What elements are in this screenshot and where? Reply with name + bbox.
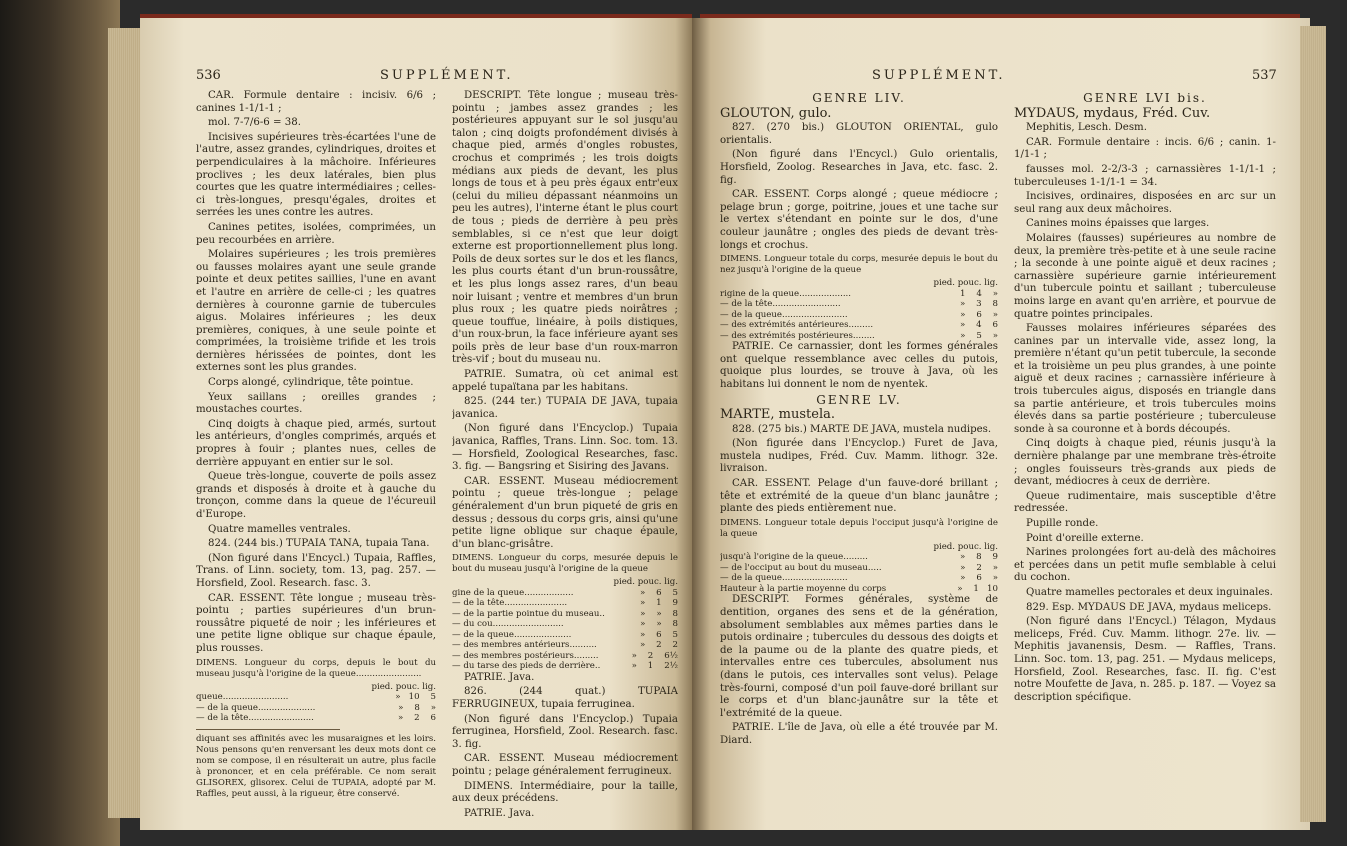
measurement-value: » 8 9 [959, 552, 998, 563]
paragraph: Cinq doigts à chaque pied, armés, surtout les antérieurs, d'ongles comprimés, arqués et propres à fouir ; plantes nues, celles de derrière appuyant en entier sur le sol. [196, 418, 436, 468]
dims-title: DIMENS. Longueur du corps, mesurée depuis le bout du museau jusqu'à l'origine de la queue [452, 553, 678, 575]
measurement-value: » » 8 [640, 608, 678, 619]
paragraph: (Non figuré dans l'Encyclop.) Tupaia ferruginea, Horsfield, Zool. Research. fasc. 3. fig. [452, 713, 678, 750]
dims-unit-row: pied. pouc. lig. [933, 278, 998, 289]
paragraph: Yeux saillans ; oreilles grandes ; moustaches courtes. [196, 391, 436, 416]
paragraph: PATRIE. Sumatra, où cet animal est appelé tupaïtana par les habitans. [452, 369, 678, 393]
measurement-value: » 1 10 [957, 583, 998, 594]
paragraph: (Non figuré dans l'Encycl.) Tupaia, Raffles, Trans. of Linn. society, tom. 13, pag. 257. — Horsfield, Zool. Research. fasc. 3. [196, 552, 436, 589]
measurement-row [720, 573, 998, 584]
paragraph: 829. Esp. MYDAUS DE JAVA, mydaus meliceps. [1026, 601, 1272, 613]
measurement-label: — de la tête....................... [452, 598, 568, 609]
paragraph: Incisives supérieures très-écartées l'une de l'autre, assez grandes, cylindriques, droites et perpendiculaires à la mâchoire. Inférieures proclives ; les deux latérales, bien plus courtes que les quatre intermédiaires ; celles-ci très-longues, presqu'égales, droites et serrées les unes contre les autres. [196, 131, 436, 219]
dims-unit-row: pied. pouc. lig. [371, 681, 436, 692]
left-column-2 [452, 90, 678, 820]
measurement-row [452, 619, 678, 630]
measurement-row [452, 598, 678, 609]
paragraph: CAR. ESSENT. Pelage d'un fauve-doré brillant ; tête et extrémité de la queue d'un blanc jaunâtre ; plante des pieds entièrement nue. [720, 478, 998, 515]
right-running-head: SUPPLÉMENT. [872, 68, 1006, 83]
measurement-label: jusqu'à l'origine de la queue......... [720, 552, 868, 563]
dims-title: DIMENS. Longueur totale du corps, mesurée depuis le bout du nez jusqu'à l'origine de la queue [720, 254, 998, 276]
measurement-value: » 2 6½ [631, 650, 678, 661]
measurement-label: Hauteur à la partie moyenne du corps [720, 583, 887, 594]
measurement-label: — de l'occiput au bout du museau..... [720, 562, 882, 573]
paragraph: GLOUTON, gulo. [720, 105, 832, 121]
right-column-2 [1014, 90, 1276, 820]
paragraph: Molaires (fausses) supérieures au nombre de deux, la première très-petite et à une seule racine ; la seconde à une pointe aiguë et deux racines ; carnassière supérieure garnie intérieurement d'un tubercule pointu et saillant ; tuberculeuse moins large en avant qu'en arrière, et pourvue de quatre pointes principales. [1014, 232, 1276, 320]
measurement-row [452, 609, 678, 620]
paragraph: Pupille ronde. [1026, 518, 1099, 529]
genre-heading: GENRE LVI bis. [1083, 91, 1207, 105]
paragraph: Corps alongé, cylindrique, tête pointue. [208, 377, 414, 389]
measurement-row [452, 588, 678, 599]
measurement-label: — des membres antérieurs.......... [452, 640, 597, 651]
footnote: diquant ses affinités avec les musaraignes et les loirs. Nous pensons qu'en renversant les deux mots dont ce nom se compose, il en résulterait un autre, plus facile à prononcer, et en cela préférable. Ce nom serait GLISOREX, glisorex. Celui de TUPAIA, adopté par M. Raffles, peut aussi, à la rigueur, être conservé. [196, 733, 436, 799]
measurement-label: — de la queue..................... [452, 629, 572, 640]
paragraph: CAR. ESSENT. Tête longue ; museau très-pointu ; parties supérieures d'un brun-roussâtre piqueté de noir ; les inférieures et une petite ligne oblique sur chaque épaule, plus rousses. [196, 592, 436, 654]
paragraph: Mephitis, Lesch. Desm. [1026, 122, 1147, 134]
measurement-row [452, 640, 678, 651]
dims-title: DIMENS. Longueur totale depuis l'occiput jusqu'à l'origine de la queue [720, 517, 998, 539]
measurement-label: — du tarse des pieds de derrière.. [452, 661, 601, 672]
paragraph: Fausses molaires inférieures séparées des canines par un intervalle vide, assez long, la première n'étant qu'un petit tubercule, la seconde et la troisième un peu plus grandes, à une pointe aiguë et deux racines ; carnassière inférieure à trois tubercules aigus, disposés en triangle dans sa partie antérieure, et trois tubercules moins élevés dans sa partie postérieure ; tuberculeuse sonde à sa couronne et à bords découpés. [1014, 323, 1276, 435]
measurement-label: — de la tête......................... [720, 299, 841, 310]
paragraph: Queue rudimentaire, mais susceptible d'être redressée. [1014, 490, 1276, 515]
left-page-number: 536 [196, 68, 221, 83]
paragraph: Canines moins épaisses que larges. [1026, 218, 1210, 230]
paragraph: Point d'oreille externe. [1026, 532, 1144, 544]
paragraph: Molaires supérieures ; les trois premières ou fausses molaires ayant une seule grande pointe et deux petites saillies, l'une en avant et l'autre en arrière de celle-ci ; les quatres dernières à couronne garnie de tubercules aigus. Molaires inférieures ; les deux premières, coniques, à une seule pointe et comprimées, la troisième trifide et les trois dernières hérissées de pointes, dont les externes sont les plus grandes. [196, 249, 436, 374]
measurement-value: » 2 6 [397, 713, 436, 724]
paragraph: Queue très-longue, couverte de poils assez grands et disposés à droite et à gauche du tronçon, comme dans la queue de l'écureuil d'Europe. [196, 471, 436, 520]
measurement-value: » 10 5 [395, 692, 436, 703]
paragraph: (Non figurée dans l'Encyclop.) Furet de Java, mustela nudipes, Fréd. Cuv. Mamm. lithogr. 32e. livraison. [720, 438, 998, 475]
dims-unit-row: pied. pouc. lig. [933, 541, 998, 552]
paragraph: Cinq doigts à chaque pied, réunis jusqu'à la dernière phalange par une membrane très-étroite ; ongles fouisseurs très-grands aux pieds de devant, médiocres à ceux de derrière. [1014, 438, 1276, 488]
paragraph: MARTE, mustela. [720, 407, 836, 423]
genre-heading: GENRE LIV. [812, 91, 906, 105]
measurement-value: » » 8 [640, 619, 678, 630]
paragraph: CAR. Formule dentaire : incisiv. 6/6 ; canines 1-1/1-1 ; [196, 90, 436, 114]
paragraph: 827. (270 bis.) GLOUTON ORIENTAL, gulo orientalis. [720, 122, 998, 146]
measurement-row [720, 310, 998, 321]
paragraph: 828. (275 bis.) MARTE DE JAVA, mustela nudipes. [732, 423, 992, 435]
measurement-label: gine de la queue.................. [452, 587, 574, 598]
right-page-number: 537 [1252, 68, 1277, 83]
paragraph: DESCRIPT. Tête longue ; museau très-pointu ; jambes assez grandes ; les postérieures appuyant sur le sol jusqu'au talon ; cinq doigts profondément divisés à chaque pied, armés d'ongles robustes, crochus et comprimés ; les trois doigts médians aux pieds de devant, les plus longs de tous et à peu près égaux entr'eux (celui du milieu dépassant néanmoins un peu les autres), l'interne étant le plus court de tous ; pieds de derrière à peu près semblables, si ce n'est que leur doigt externe est proportionnellement plus long. Poils de deux sortes sur le dos et les flancs, les plus courts étant d'un brun-roussâtre, et les plus longs assez rares, d'un beau noir luisant ; ventre et membres d'un brun plus roux ; les quatre pieds noirâtres ; queue touffue, linéaire, à poils distiques, d'un roux-brun, la face inférieure ayant ses poils près de leur base d'un roux-marron très-vif ; bout du museau nu. [452, 90, 678, 366]
measurement-label: — des extrémités antérieures......... [720, 320, 874, 331]
measurement-value: » 1 2½ [631, 661, 678, 672]
measurement-label: — des extrémités postérieures........ [720, 330, 875, 341]
measurement-row [196, 713, 436, 724]
book-edge-shadow [0, 0, 120, 846]
measurement-value: » 2 » [960, 562, 998, 573]
right-column-1 [720, 90, 998, 820]
measurement-label: — de la queue..................... [196, 702, 316, 713]
measurement-row [720, 584, 998, 595]
measurement-value: » 6 5 [639, 587, 678, 598]
dims-unit-row: pied. pouc. lig. [613, 577, 678, 588]
paragraph: (Non figuré dans l'Encycl.) Gulo orientalis, Horsfield, Zoolog. Researches in Java, etc. fasc. 2. fig. [720, 149, 998, 186]
paragraph: PATRIE. Java. [464, 671, 535, 683]
paragraph: Quatre mamelles pectorales et deux inguinales. [1026, 586, 1273, 598]
paragraph: PATRIE. L'île de Java, où elle a été trouvée par M. Diard. [720, 722, 998, 746]
paragraph: mol. 7-7/6-6 = 38. [208, 117, 301, 129]
measurement-row [196, 692, 436, 703]
measurement-label: — du cou.......................... [452, 619, 564, 630]
measurement-value: » 6 » [960, 309, 998, 320]
measurement-row [720, 289, 998, 300]
paragraph: (Non figuré dans l'Encyclop.) Tupaia javanica, Raffles, Trans. Linn. Soc. tom. 13. — Horsfield, Zoological Researches, fasc. 3. fig. — Bangsring et Sisiring des Javans. [452, 423, 678, 473]
paragraph: PATRIE. Java. [464, 807, 535, 819]
measurement-row [452, 661, 678, 672]
measurement-label: — des membres postérieurs......... [452, 650, 599, 661]
paragraph: CAR. ESSENT. Corps alongé ; queue médiocre ; pelage brun ; gorge, poitrine, joues et une tache sur le vertex s'étendant en pointe sur le dos, d'une couleur jaunâtre ; ongles des pieds de devant très-longs et crochus. [720, 189, 998, 251]
measurement-label: — de la queue........................ [720, 309, 848, 320]
paragraph: Quatre mamelles ventrales. [208, 523, 351, 535]
measurement-row [452, 630, 678, 641]
genre-heading: GENRE LV. [816, 392, 902, 407]
measurement-row [452, 651, 678, 662]
measurement-value: » 8 » [398, 702, 436, 713]
measurement-value: » 6 5 [639, 629, 678, 640]
measurement-label: — de la partie pointue du museau.. [452, 608, 605, 619]
measurement-value: 1 4 » [959, 288, 998, 299]
left-running-head: SUPPLÉMENT. [380, 68, 514, 83]
right-page [692, 18, 1310, 830]
paragraph: 826. (244 quat.) TUPAIA FERRUGINEUX, tupaia ferruginea. [452, 686, 678, 711]
paragraph: CAR. ESSENT. Museau médiocrement pointu ; pelage généralement ferrugineux. [452, 753, 678, 778]
measurement-value: » 5 » [960, 330, 998, 341]
measurement-value: » 6 » [960, 573, 998, 584]
measurement-value: » 3 8 [959, 299, 998, 310]
left-page [140, 18, 692, 830]
paragraph: MYDAUS, mydaus, Fréd. Cuv. [1014, 105, 1211, 121]
paragraph: Narines prolongées fort au-delà des mâchoires et percées dans un petit mufle semblable à celui du cochon. [1014, 547, 1276, 584]
paragraph: Incisives, ordinaires, disposées en arc sur un seul rang aux deux mâchoires. [1014, 191, 1276, 215]
measurement-row [720, 299, 998, 310]
paragraph: fausses mol. 2-2/3-3 ; carnassières 1-1/1-1 ; tuberculeuses 1-1/1-1 = 34. [1014, 163, 1276, 188]
measurement-row [720, 552, 998, 563]
paragraph: DESCRIPT. Formes générales, système de dentition, organes des sens et de la génération, absolument semblables aux mêmes parties dans le putois ordinaire ; tubercules du dessous des doigts et de la paume ou de la plante des quatre pieds, et intervalles entre ces tubercules, absolument nus (dans le putois, ces intervalles sont velus). Pelage très-fourni, composé d'un poil fauve-doré brillant sur le corps et d'un blanc-jaunâtre sur la tête et l'extrémité de la queue. [720, 594, 998, 719]
paragraph: (Non figuré dans l'Encycl.) Télagon, Mydaus meliceps, Fréd. Cuv. Mamm. lithogr. 27e. liv. — Mephitis javanensis, Desm. — Raffles, Trans. Linn. Soc. tom. 13, pag. 251. — Mydaus meliceps, Horsfield, Zool. Researches, fasc. II. fig. C'est notre Moufette de Java, n. 285. p. 187. — Voyez sa description spécifique. [1014, 616, 1276, 703]
footnote-rule [196, 729, 340, 730]
measurement-label: rigine de la queue................... [720, 288, 852, 299]
measurement-value: » 2 2 [639, 640, 678, 651]
paragraph: PATRIE. Ce carnassier, dont les formes générales ont quelque ressemblance avec celles du putois, quoique plus lourdes, se trouve à Java, où les habitans lui donnent le nom de nyentek. [720, 341, 998, 390]
right-page-stack [1300, 26, 1326, 822]
measurement-row [720, 563, 998, 574]
measurement-row [196, 703, 436, 714]
paragraph: 825. (244 ter.) TUPAIA DE JAVA, tupaia javanica. [452, 396, 678, 420]
paragraph: CAR. Formule dentaire : incis. 6/6 ; canin. 1-1/1-1 ; [1014, 136, 1276, 161]
measurement-label: queue........................ [196, 692, 289, 703]
paragraph: CAR. ESSENT. Museau médiocrement pointu ; queue très-longue ; pelage généralement d'un brun piqueté de gris en dessus ; dessous du corps gris, ainsi qu'une petite ligne oblique sur chaque épaule, d'un blanc-grisâtre. [452, 475, 678, 550]
paragraph: 824. (244 bis.) TUPAIA TANA, tupaia Tana. [208, 538, 430, 550]
paragraph: Canines petites, isolées, comprimées, un peu recourbées en arrière. [196, 221, 436, 246]
measurement-row [720, 331, 998, 342]
measurement-value: » 1 9 [639, 598, 678, 609]
left-column-1 [196, 90, 436, 820]
measurement-value: » 4 6 [959, 320, 998, 331]
measurement-label: — de la queue........................ [720, 573, 848, 584]
paragraph: DIMENS. Intermédiaire, pour la taille, aux deux précédens. [452, 780, 678, 805]
measurement-label: — de la tête........................ [196, 713, 314, 724]
measurement-row [720, 320, 998, 331]
dims-title: DIMENS. Longueur du corps, depuis le bout du museau jusqu'à l'origine de la queue........................ [196, 657, 436, 679]
